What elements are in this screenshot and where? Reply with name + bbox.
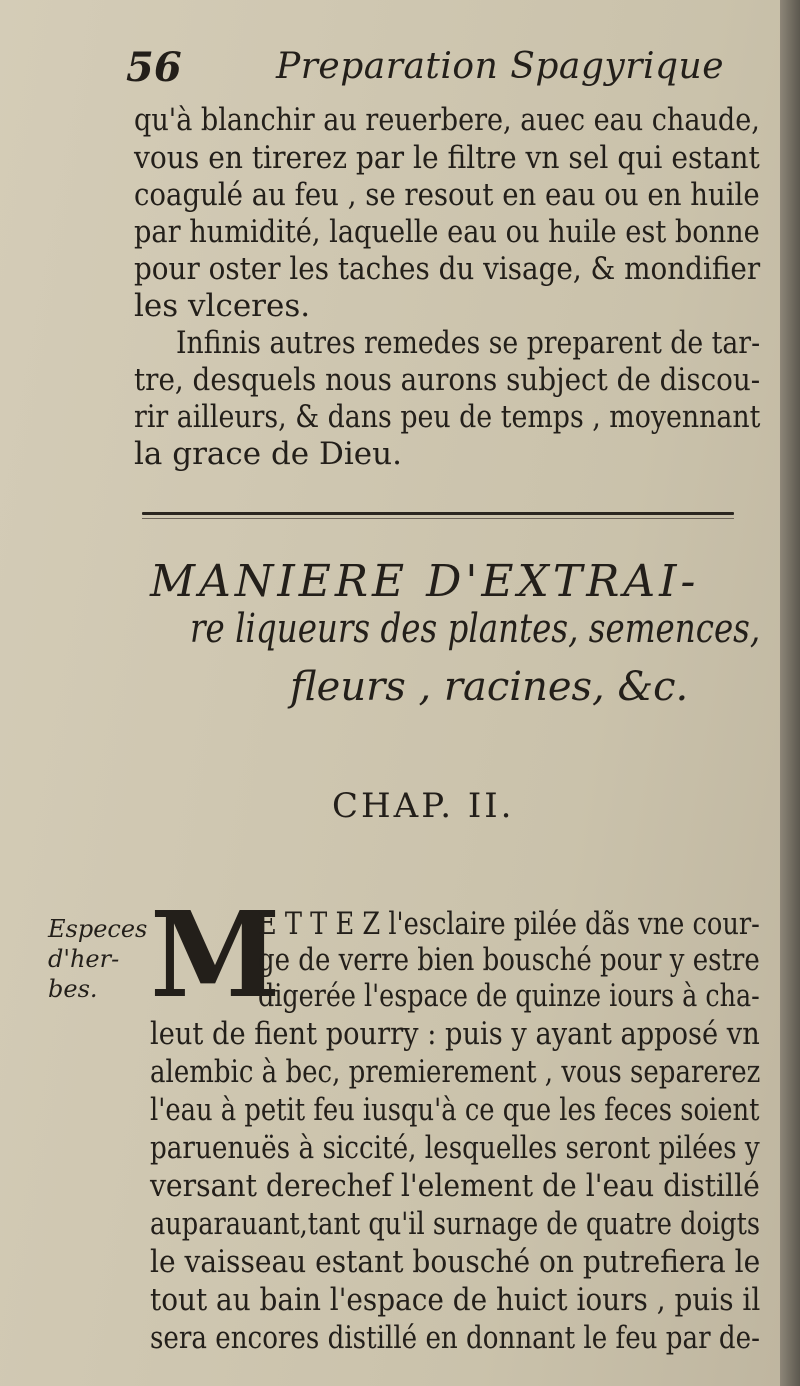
text-line: leut de fient pourry : puis y ayant apposé vn — [150, 1016, 760, 1052]
text-line: l'eau à petit feu iusqu'à ce que les feces soient — [150, 1092, 760, 1128]
text-line: E T T E Z l'esclaire pilée dãs vne cour- — [258, 906, 760, 942]
text-line: coagulé au feu , se resout en eau ou en huile — [134, 177, 760, 213]
margin-note-line: d'her- — [48, 945, 120, 973]
running-title: Preparation Spagyrique — [276, 46, 725, 87]
text-line: Infinis autres remedes se preparent de tar- — [176, 325, 761, 361]
text-line: par humidité, laquelle eau ou huile est bonne — [134, 214, 760, 250]
text-line: tout au bain l'espace de huict iours , puis il — [150, 1282, 761, 1318]
text-line: la grace de Dieu. — [134, 436, 402, 472]
margin-note-line: Especes — [48, 915, 148, 943]
page-edge — [780, 0, 800, 1386]
chapter-title-line-3: fleurs , racines, &c. — [290, 664, 689, 710]
text-line: auparauant,tant qu'il surnage de quatre doigts — [150, 1206, 761, 1242]
text-line: digerée l'espace de quinze iours à cha- — [258, 978, 760, 1014]
section-divider — [142, 512, 734, 515]
text-line: rir ailleurs, & dans peu de temps , moyennant — [134, 399, 761, 435]
text-line: vous en tirerez par le filtre vn sel qui estant — [134, 140, 760, 176]
text-line: paruenuës à siccité, lesquelles seront pilées y — [150, 1130, 760, 1166]
text-line: ge de verre bien bousché pour y estre — [258, 942, 760, 978]
text-line: qu'à blanchir au reuerbere, auec eau chaude, — [134, 102, 760, 138]
margin-note-line: bes. — [48, 975, 98, 1003]
text-line: le vaisseau estant bousché on putrefiera le — [150, 1244, 761, 1280]
section-divider-thin — [142, 518, 734, 519]
chapter-title-line-1: MANIERE D'EXTRAI- — [150, 556, 700, 607]
page-number: 56 — [126, 44, 182, 91]
margin-note — [48, 914, 147, 1004]
text-line: pour oster les taches du visage, & mondifier — [134, 251, 761, 287]
chapter-label: CHAP. II. — [332, 786, 515, 826]
drop-cap: M — [150, 885, 281, 1024]
text-line: alembic à bec, premierement , vous separerez — [150, 1054, 761, 1090]
text-line: les vlceres. — [134, 288, 311, 324]
text-line: tre, desquels nous aurons subject de discou- — [134, 362, 761, 398]
text-line: sera encores distillé en donnant le feu par de- — [150, 1320, 760, 1356]
text-line: versant derechef l'element de l'eau distillé — [150, 1168, 760, 1204]
chapter-title-line-2: re liqueurs des plantes, semences, — [190, 606, 761, 652]
